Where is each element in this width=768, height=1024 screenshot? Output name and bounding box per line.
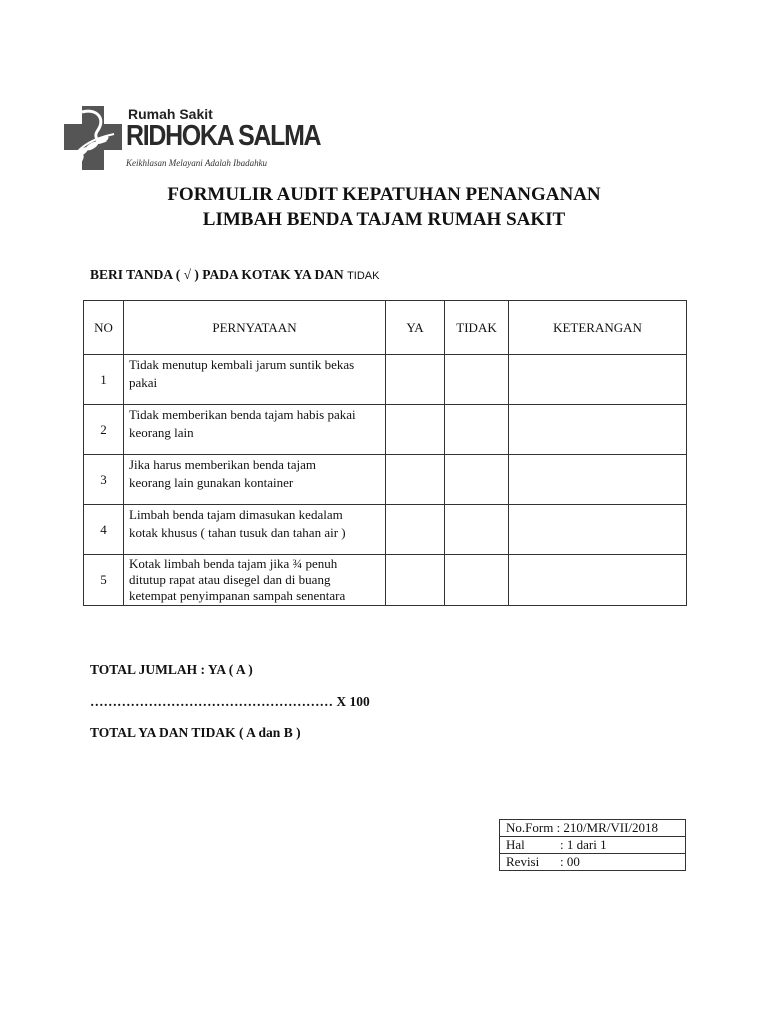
tidak-checkbox-cell[interactable] — [445, 555, 509, 606]
keterangan-cell[interactable] — [509, 355, 687, 405]
table-row — [84, 355, 687, 405]
ya-checkbox-cell[interactable] — [386, 505, 445, 555]
keterangan-cell[interactable] — [509, 505, 687, 555]
row-statement: Jika harus memberikan benda tajam keorang lain gunakan kontainer — [124, 455, 386, 505]
header-ya: YA — [386, 301, 445, 355]
instruction-tail: TIDAK — [347, 270, 380, 282]
table-row — [84, 405, 687, 455]
row-number: 3 — [84, 455, 124, 505]
fraction-line — [90, 694, 370, 710]
fraction-dots: ……………………………………………… — [90, 694, 333, 709]
revision-row — [500, 854, 686, 871]
row-number: 1 — [84, 355, 124, 405]
row-number: 5 — [84, 555, 124, 606]
header-no: NO — [84, 301, 124, 355]
header-tidak: TIDAK — [445, 301, 509, 355]
page-row — [500, 837, 686, 854]
form-title-line-2: LIMBAH BENDA TAJAM RUMAH SAKIT — [202, 209, 566, 230]
header-pernyataan: PERNYATAAN — [124, 301, 386, 355]
revision-label: Revisi — [506, 854, 540, 869]
form-info-box — [499, 819, 686, 871]
cross-leaf-logo-icon — [62, 104, 124, 174]
table-row — [84, 555, 687, 606]
tidak-checkbox-cell[interactable] — [445, 505, 509, 555]
tidak-checkbox-cell[interactable] — [445, 405, 509, 455]
page-label: Hal — [506, 837, 525, 852]
table-row — [84, 505, 687, 555]
form-title-line-1: FORMULIR AUDIT KEPATUHAN PENANGANAN — [167, 184, 601, 205]
ya-checkbox-cell[interactable] — [386, 555, 445, 606]
audit-table — [83, 300, 687, 606]
row-statement: Kotak limbah benda tajam jika ¾ penuh ditutup rapat atau disegel dan di buang ketempat penyimpanan sampah senentara — [124, 555, 386, 606]
total-ya-label: TOTAL JUMLAH : YA ( A ) — [90, 662, 253, 677]
row-statement: Tidak menutup kembali jarum suntik bekas pakai — [124, 355, 386, 405]
ya-checkbox-cell[interactable] — [386, 405, 445, 455]
hospital-logo — [62, 104, 321, 174]
table-header-row — [84, 301, 687, 355]
header-keterangan: KETERANGAN — [509, 301, 687, 355]
row-statement: Limbah benda tajam dimasukan kedalam kotak khusus ( tahan tusuk dan tahan air ) — [124, 505, 386, 555]
form-number-label: No.Form — [506, 820, 554, 835]
row-number: 4 — [84, 505, 124, 555]
table-row — [84, 455, 687, 505]
logo-hospital-name: RIDHOKA SALMA — [126, 120, 321, 152]
row-number: 2 — [84, 405, 124, 455]
page-value: : 1 dari 1 — [560, 837, 607, 852]
keterangan-cell[interactable] — [509, 455, 687, 505]
revision-value: : 00 — [560, 854, 580, 869]
form-number-value: : 210/MR/VII/2018 — [556, 820, 659, 835]
ya-checkbox-cell[interactable] — [386, 355, 445, 405]
keterangan-cell[interactable] — [509, 405, 687, 455]
tidak-checkbox-cell[interactable] — [445, 355, 509, 405]
row-statement: Tidak memberikan benda tajam habis pakai keorang lain — [124, 405, 386, 455]
ya-checkbox-cell[interactable] — [386, 455, 445, 505]
instruction-main: BERI TANDA ( √ ) PADA KOTAK YA DAN — [90, 267, 344, 282]
fraction-multiplier: X 100 — [333, 694, 370, 709]
form-number-row — [500, 820, 686, 837]
keterangan-cell[interactable] — [509, 555, 687, 606]
total-ya-tidak-label: TOTAL YA DAN TIDAK ( A dan B ) — [90, 725, 301, 740]
tidak-checkbox-cell[interactable] — [445, 455, 509, 505]
logo-line-1: Rumah Sakit — [128, 106, 213, 122]
instruction-text — [90, 267, 379, 283]
logo-tagline: Keikhlasan Melayani Adalah Ibadahku — [126, 158, 268, 168]
